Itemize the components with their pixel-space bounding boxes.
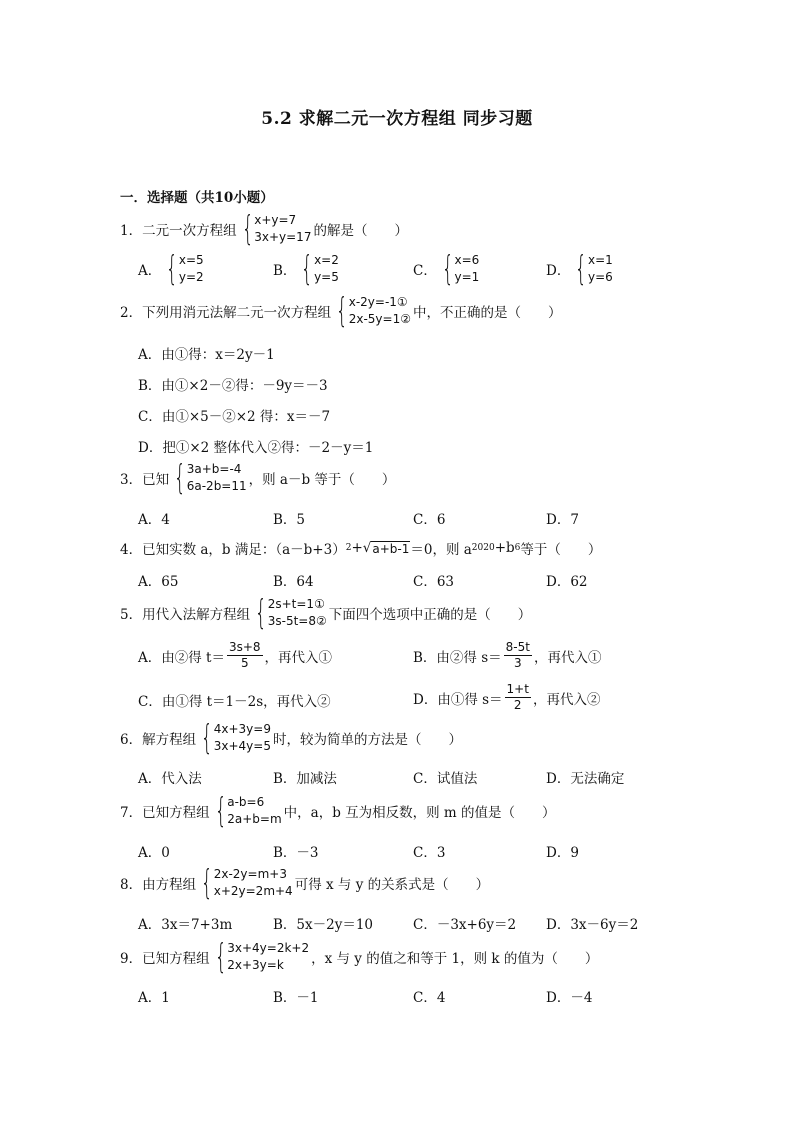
q5-option-b[interactable]: B．由②得 s＝ $\frac{8-5t}{3}$ ，再代入① xyxy=(413,640,602,670)
question-8: 8．由方程组 { 2x-2y=m+3 x+2y=2m+4 可得 x 与 y 的关系式是（ ） xyxy=(120,863,490,903)
q7-option-a[interactable]: A．0 xyxy=(138,845,170,861)
q8-option-b[interactable]: B．5x－2y＝10 xyxy=(273,917,374,933)
q7-option-d[interactable]: D．9 xyxy=(546,845,579,861)
q6-option-d[interactable]: D．无法确定 xyxy=(546,771,625,787)
q1-option-a[interactable]: A． { x=5 y=2 xyxy=(138,249,204,289)
q9-option-d[interactable]: D．－4 xyxy=(546,990,593,1006)
q9-option-b[interactable]: B．－1 xyxy=(273,990,319,1006)
q7-option-b[interactable]: B．－3 xyxy=(273,845,319,861)
q3-option-d[interactable]: D．7 xyxy=(546,512,579,528)
q9-option-a[interactable]: A．1 xyxy=(138,990,170,1006)
q9-option-c[interactable]: C．4 xyxy=(413,990,446,1006)
q6-option-c[interactable]: C．试值法 xyxy=(413,771,478,787)
q8-option-d[interactable]: D．3x－6y＝2 xyxy=(546,917,639,933)
question-2 xyxy=(120,291,562,331)
q2-system: { x-2y=-1① 2x-5y=1② xyxy=(335,291,411,331)
q1-option-d[interactable]: D． { x=1 y=6 xyxy=(546,249,613,289)
q8-option-c[interactable]: C．－3x+6y＝2 xyxy=(413,917,517,933)
q1-suffix: 的解是（ ） xyxy=(313,223,408,239)
q2-option-d[interactable]: D．把①×2 整体代入②得：－2－y＝1 xyxy=(138,440,374,456)
q1-system: { x+y=7 3x+y=17 xyxy=(241,209,312,249)
q1-option-c[interactable]: C． { x=6 y=1 xyxy=(413,249,480,289)
q4-option-d[interactable]: D．62 xyxy=(546,574,588,590)
q2-option-c[interactable]: C．由①×5－②×2 得：x＝－7 xyxy=(138,409,331,425)
q3-options xyxy=(138,505,658,531)
q3-option-c[interactable]: C．6 xyxy=(413,512,446,528)
q1-option-b[interactable]: B． { x=2 y=5 xyxy=(273,249,339,289)
q1-eq1: x+y=7 xyxy=(254,213,297,227)
q3-option-a[interactable]: A．4 xyxy=(138,512,170,528)
question-7: 7．已知方程组 { a-b=6 2a+b=m 中，a，b 互为相反数，则 m 的值是（ ） xyxy=(120,791,556,831)
q5-option-d[interactable]: D．由①得 s＝ $\frac{1+t}{2}$ ，再代入② xyxy=(413,682,601,712)
q4-option-b[interactable]: B．64 xyxy=(273,574,314,590)
q2-suffix: 中，不正确的是（ ） xyxy=(412,305,562,321)
q6-options xyxy=(138,764,658,790)
question-4: 4．已知实数 a，b 满足：（a－b+3） 2 + √ a+b-1 ＝0，则 a 2020 +b 6 等于（ ） xyxy=(120,540,602,558)
q4-sqrt: a+b-1 xyxy=(372,541,410,556)
q4-option-a[interactable]: A．65 xyxy=(138,574,179,590)
q8-options xyxy=(138,910,658,936)
q9-options xyxy=(138,983,658,1009)
q2-option-a[interactable]: A．由①得：x＝2y－1 xyxy=(138,347,275,363)
q1-prefix: 1．二元一次方程组 xyxy=(120,223,237,239)
q1-eq2: 3x+y=17 xyxy=(254,230,312,244)
q1-options xyxy=(138,249,658,289)
question-3: 3．已知 { 3a+b=-4 6a-2b=11 ，则 a－b 等于（ ） xyxy=(120,458,396,498)
q4-options xyxy=(138,567,658,593)
question-6: 6．解方程组 { 4x+3y=9 3x+4y=5 时，较为简单的方法是（ ） xyxy=(120,718,462,758)
question-1 xyxy=(120,209,408,249)
q7-options xyxy=(138,838,658,864)
q6-option-a[interactable]: A．代入法 xyxy=(138,771,202,787)
q8-option-a[interactable]: A．3x＝7+3m xyxy=(138,917,233,933)
q5-option-c[interactable]: C．由①得 t＝1－2s，再代入② xyxy=(138,694,331,710)
q2-prefix: 2．下列用消元法解二元一次方程组 xyxy=(120,305,332,321)
question-9: 9．已知方程组 { 3x+4y=2k+2 2x+3y=k ，x 与 y 的值之和等于 1，则 k 的值为（ ） xyxy=(120,937,599,977)
q7-option-c[interactable]: C．3 xyxy=(413,845,446,861)
q2-option-b[interactable]: B．由①×2－②得：－9y＝－3 xyxy=(138,378,328,394)
q5-option-a[interactable]: A．由②得 t＝ $\frac{3s+8}{5}$ ，再代入① xyxy=(138,640,333,670)
question-5: 5．用代入法解方程组 { 2s+t=1① 3s-5t=8② 下面四个选项中正确的是（ ） xyxy=(120,593,532,633)
q3-option-b[interactable]: B．5 xyxy=(273,512,306,528)
section-heading: 一．选择题（共10小题） xyxy=(120,190,274,206)
q6-option-b[interactable]: B．加减法 xyxy=(273,771,337,787)
q4-option-c[interactable]: C．63 xyxy=(413,574,455,590)
page-title: 5.2 求解二元一次方程组 同步习题 xyxy=(261,109,533,129)
